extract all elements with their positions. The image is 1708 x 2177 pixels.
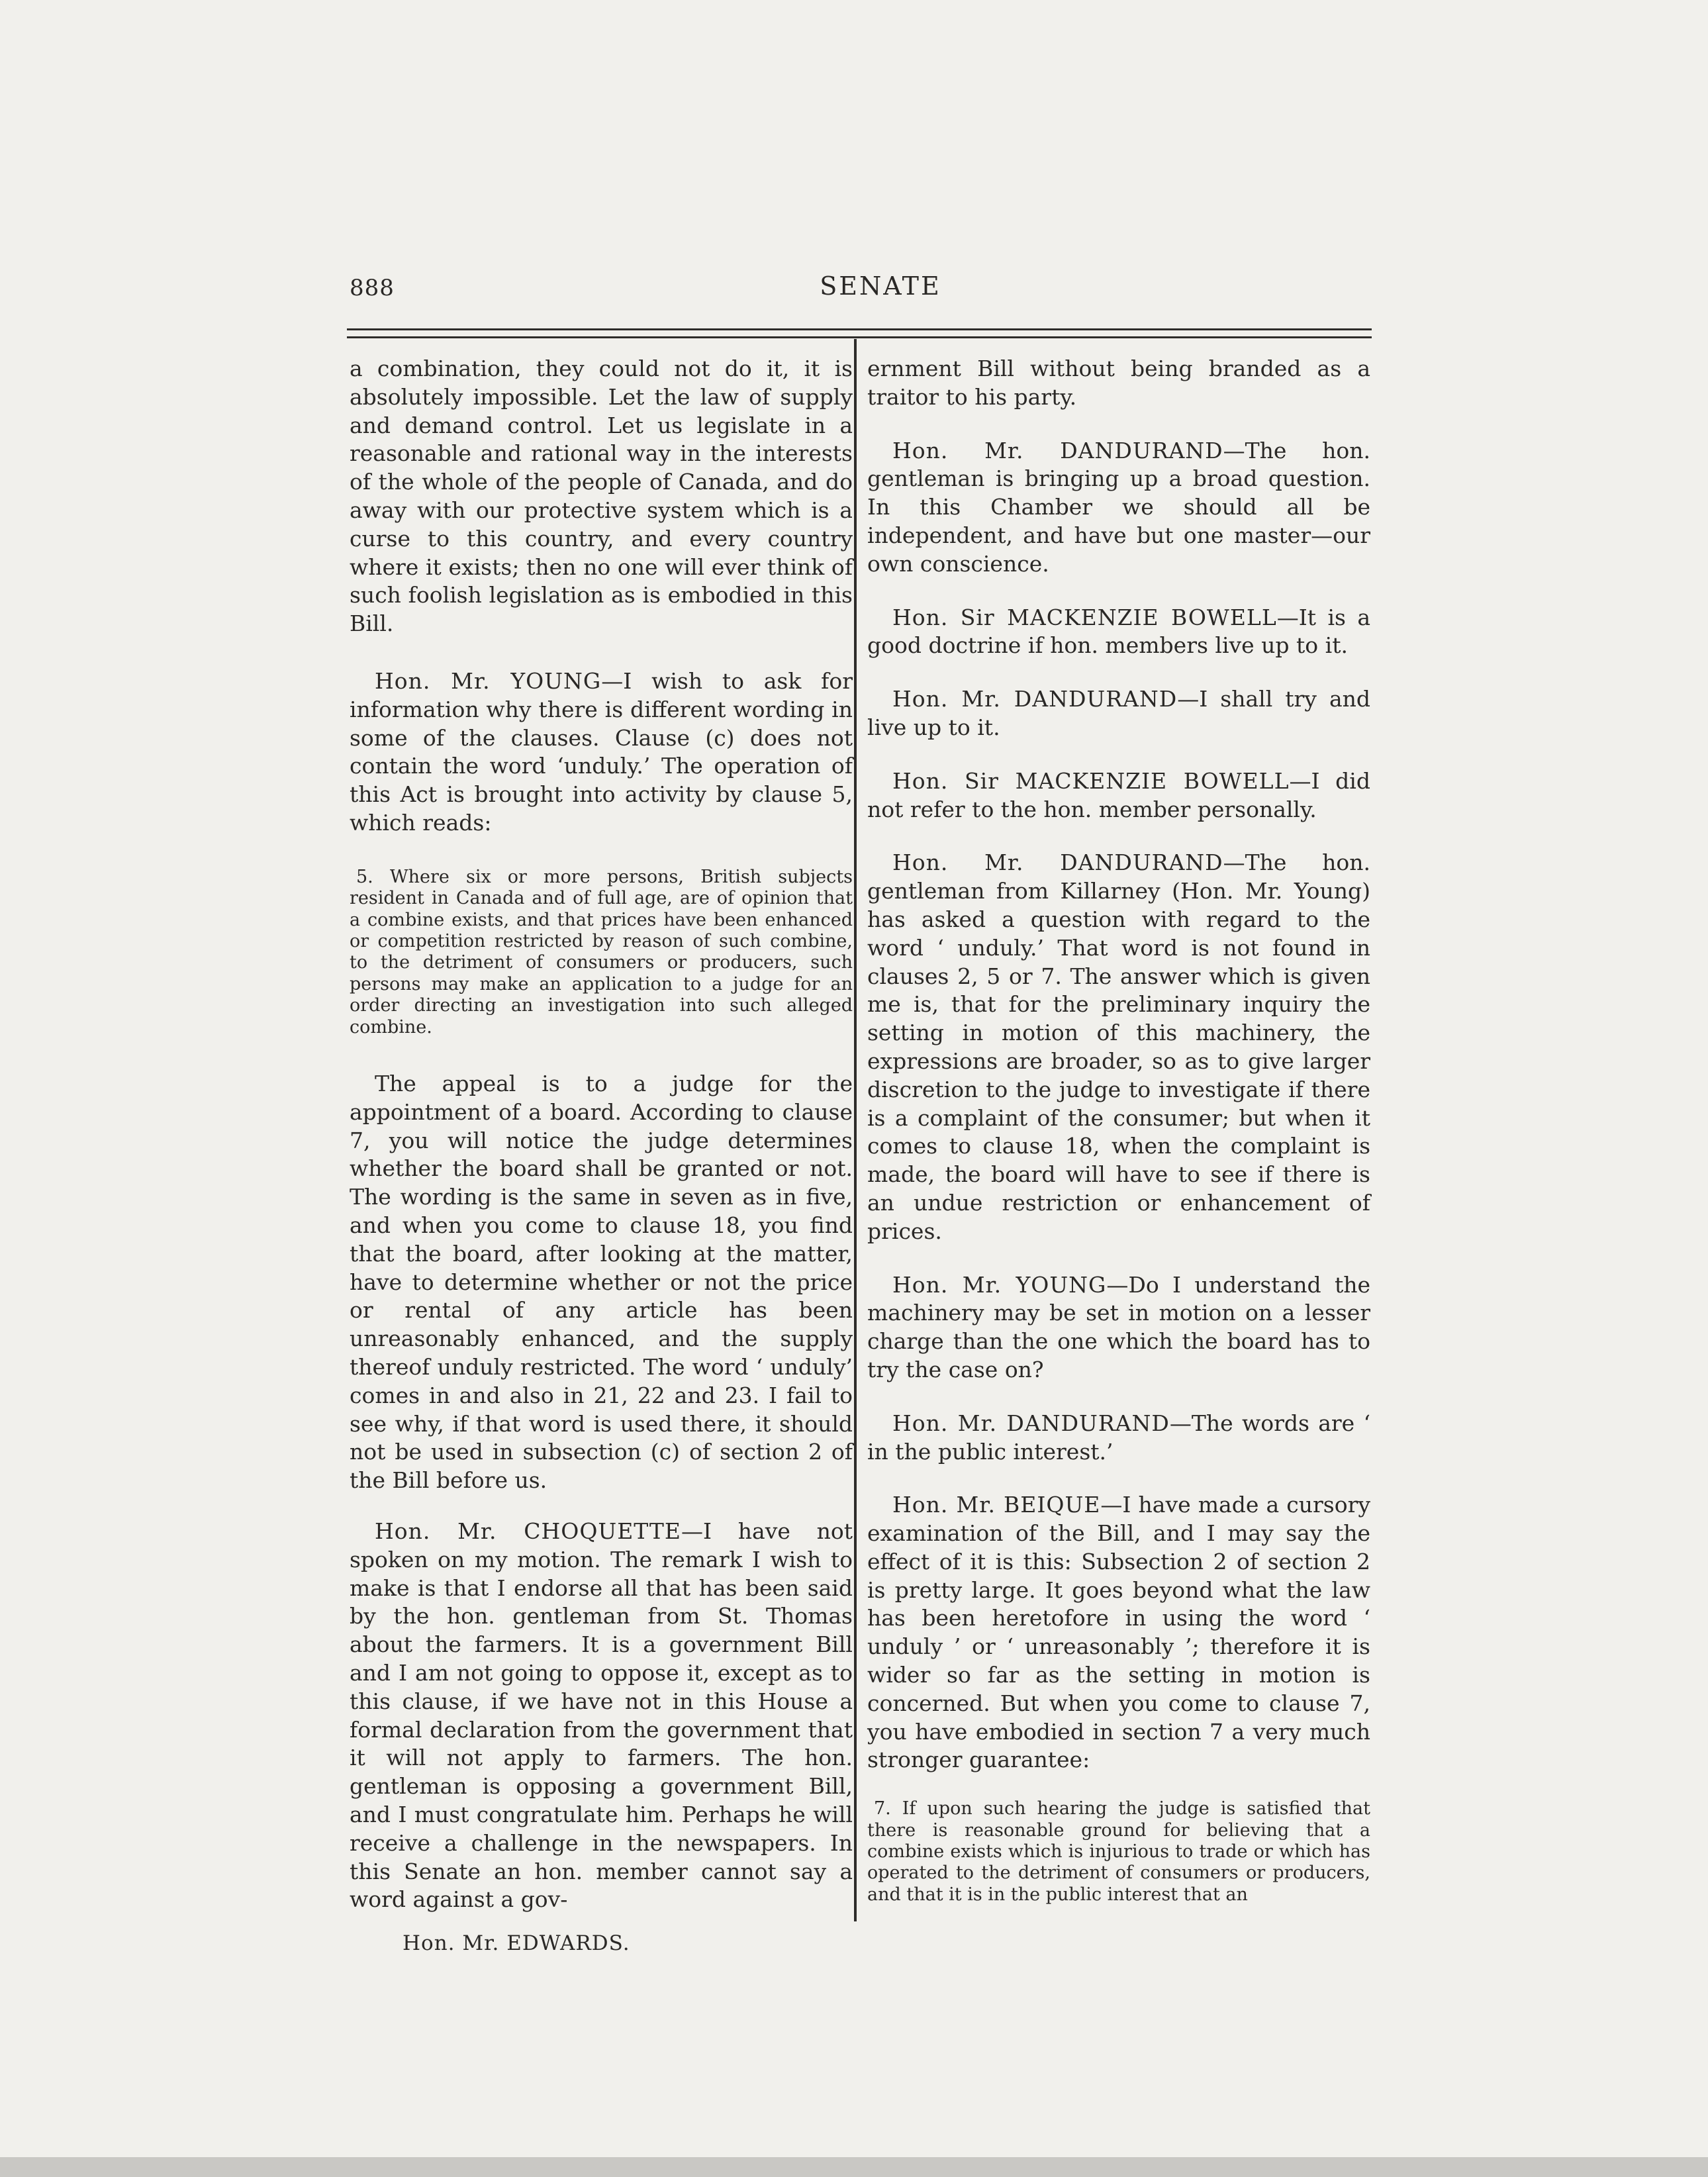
quoted-clause-7: 7. If upon such hearing the judge is satisfied that there is reasonable ground for believing that a combine exists which is injurious to trade or which has operated to the detriment of consumers or producers, and that it is in the public interest that an <box>867 1798 1370 1905</box>
left-column <box>350 355 853 1955</box>
quoted-clause-5: 5. Where six or more persons, British subjects resident in Canada and of full age, are of opinion that a combine exists, and that prices have been enhanced or competition restricted by reason of such combine, to the detriment of consumers or producers, such persons may make an application to a judge for an order directing an investigation into such alleged combine. <box>350 866 853 1038</box>
speaker-name: Hon. Mr. DANDURAND <box>892 849 1223 876</box>
speech-text: —I shall try and live up to it. <box>867 686 1370 740</box>
column-divider <box>854 339 857 1921</box>
speech-dandurand <box>867 1410 1370 1467</box>
page-number: 888 <box>350 275 395 301</box>
speaker-name: Hon. Mr. CHOQUETTE <box>375 1518 682 1544</box>
speaker-name: Hon. Mr. DANDURAND <box>892 1410 1170 1436</box>
speech-text: —The words are ‘ in the public interest.’ <box>867 1410 1370 1465</box>
speaker-name: Hon. Mr. DANDURAND <box>892 437 1223 463</box>
speech-text: —I have made a cursory examination of the Bill, and I may say the effect of it is this: Subsection 2 of section 2 is pretty large. It goes beyond what the law has been heretofore in using the word ‘ unduly ’ or ‘ unreasonably ’; therefore it is wider so far as the setting in motion is concerned. But when you come to clause 7, you have embodied in section 7 a very much stronger guarantee: <box>867 1492 1370 1773</box>
speech-bowell <box>867 604 1370 661</box>
footer-cue: Hon. Mr. EDWARDS. <box>403 1931 630 1956</box>
speaker-name: Hon. Sir MACKENZIE BOWELL <box>892 604 1277 630</box>
speech-text: —The hon. gentleman is bringing up a broad question. In this Chamber we should all be independent, and have but one master—our own conscience. <box>867 437 1370 577</box>
speech-text: —I did not refer to the hon. member personally. <box>867 767 1370 822</box>
speech-choquette <box>350 1518 853 1914</box>
speech-text: —Do I understand the machinery may be set in motion on a lesser charge than the one which the board has to try the case on? <box>867 1271 1370 1382</box>
header-rule-bottom <box>347 336 1372 338</box>
right-column <box>867 355 1370 1906</box>
paragraph: a combination, they could not do it, it is absolutely impossible. Let the law of supply and demand control. Let us legislate in a reasonable and rational way in the interests of the whole of the people of Canada, and do away with our protective system which is a curse to this country, and every country where it exists; then no one will ever think of such foolish legislation as is embodied in this Bill. <box>350 356 853 637</box>
speech-dandurand <box>867 437 1370 579</box>
speech-text: —The hon. gentleman from Killarney (Hon. Mr. Young) has asked a question with regard to the word ‘ unduly.’ That word is not found in clauses 2, 5 or 7. The answer which is given me is, that for the preliminary inquiry the setting in motion of this machinery, the expressions are broader, so as to give larger discretion to the judge to investigate if there is a complaint of the consumer; but when it comes to clause 18, when the complaint is made, the board will have to see if there is an undue restriction or enhancement of prices. <box>867 849 1370 1244</box>
paragraph: The appeal is to a judge for the appointment of a board. According to clause 7, you will notice the judge determines whether the board shall be granted or not. The wording is the same in seven as in five, and when you come to clause 18, you find that the board, after looking at the matter, have to determine whether or not the price or rental of any article has been unreasonably enhanced, and the supply thereof unduly restricted. The word ‘ unduly’ comes in and also in 21, 22 and 23. I fail to see why, if that word is used there, it should not be used in subsection (c) of section 2 of the Bill before us. <box>350 1071 853 1494</box>
speech-beique <box>867 1491 1370 1774</box>
paragraph: ernment Bill without being branded as a traitor to his party. <box>867 356 1370 410</box>
speech-text: —I have not spoken on my motion. The remark I wish to make is that I endorse all that has been said by the hon. gentleman from St. Thomas about the farmers. It is a government Bill and I am not going to oppose it, except as to this clause, if we have not in this House a formal declaration from the government that it will not apply to farmers. The hon. gentleman is opposing a government Bill, and I must congratulate him. Perhaps he will receive a challenge in the newspapers. In this Senate an hon. member cannot say a word against a gov- <box>350 1518 853 1913</box>
speech-bowell <box>867 767 1370 824</box>
scan-bottom-band <box>0 2157 1708 2177</box>
speech-young <box>350 667 853 838</box>
speech-text: —I wish to ask for information why there is different wording in some of the clauses. Clause (c) does not contain the word ‘unduly.’ The operation of this Act is brought into activity by clause 5, which reads: <box>350 667 853 836</box>
speaker-name: Hon. Mr. DANDURAND <box>892 686 1178 712</box>
speech-dandurand <box>867 849 1370 1245</box>
speech-text: —It is a good doctrine if hon. members live up to it. <box>867 604 1370 659</box>
speaker-name: Hon. Mr. BEIQUE <box>892 1492 1101 1518</box>
speech-dandurand <box>867 685 1370 742</box>
header-rule-top <box>347 328 1372 330</box>
running-head: SENATE <box>820 271 941 301</box>
speech-young <box>867 1271 1370 1384</box>
speaker-name: Hon. Mr. YOUNG <box>892 1271 1107 1298</box>
speaker-name: Hon. Mr. YOUNG <box>375 667 602 694</box>
speaker-name: Hon. Sir MACKENZIE BOWELL <box>892 767 1290 794</box>
